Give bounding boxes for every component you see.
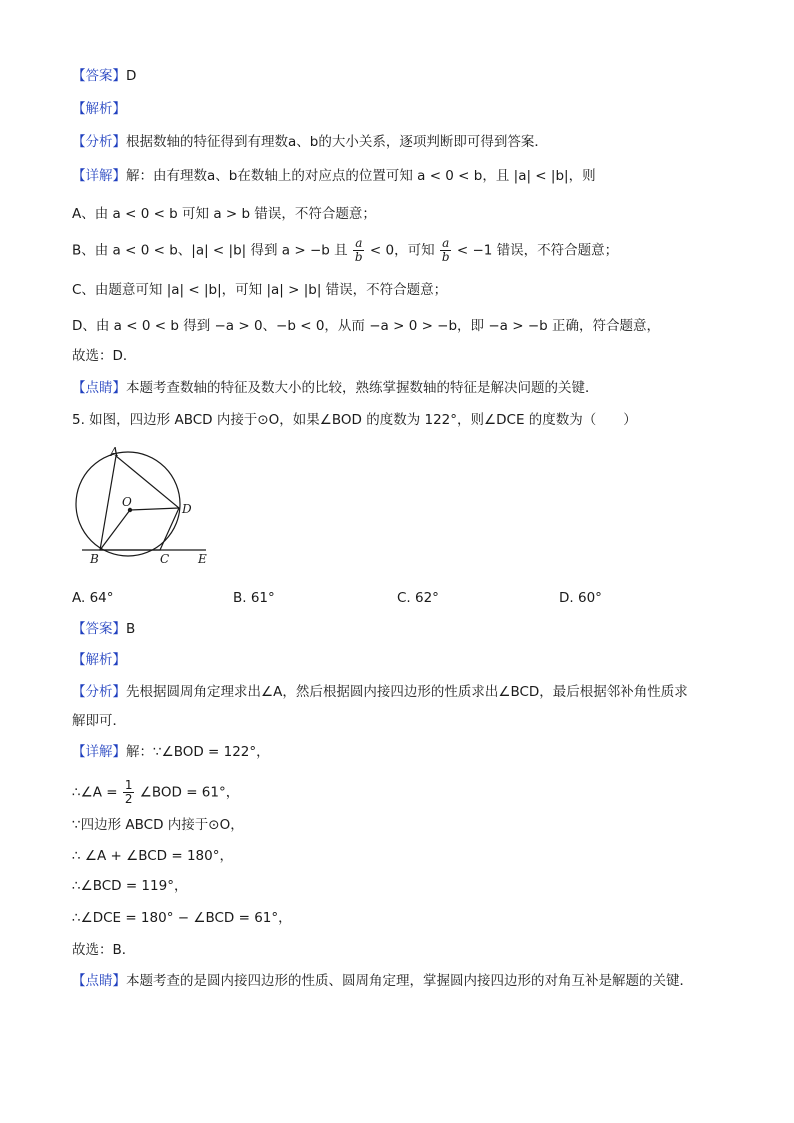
label-o: O xyxy=(122,495,132,509)
q5-step-6: ∴∠DCE = 180° − ∠BCD = 61°， xyxy=(72,910,292,926)
q4-option-c: C、由题意可知 |a| < |b|，可知 |a| > |b| 错误，不符合题意； xyxy=(72,282,448,298)
dianjing-text: 本题考查的是圆内接四边形的性质、圆周角定理，掌握圆内接四边形的对角互补是解题的关键． xyxy=(126,973,693,989)
option-b-mid: < 0，可知 xyxy=(369,242,435,259)
q4-fenxi-line xyxy=(72,132,548,152)
answer-tag: 【答案】 xyxy=(72,621,126,637)
answer-value: D xyxy=(126,68,137,84)
q5-step-4: ∴ ∠A + ∠BCD = 180°， xyxy=(72,848,233,864)
q4-dianjing-line xyxy=(72,378,599,398)
q5-fenxi-line1 xyxy=(72,682,688,702)
fenxi-tag: 【分析】 xyxy=(72,684,126,700)
q4-option-d: D、由 a < 0 < b 得到 −a > 0、−b < 0，从而 −a > 0 > −b，即 −a > −b 正确，符合题意， xyxy=(72,318,660,334)
fenxi-text: 根据数轴的特征得到有理数a、b的大小关系，逐项判断即可得到答案． xyxy=(126,134,548,150)
frac-den: b xyxy=(354,250,363,264)
q4-option-a: A、由 a < 0 < b 可知 a > b 错误，不符合题意； xyxy=(72,206,376,222)
answer-tag: 【答案】 xyxy=(72,68,126,84)
q5-step-2 xyxy=(72,779,239,806)
q5-fenxi-line2: 解即可． xyxy=(72,713,126,729)
frac-den: 2 xyxy=(124,792,133,806)
label-d: D xyxy=(182,502,192,516)
circle-quadrilateral-figure xyxy=(72,442,212,572)
q5-analysis-title: 【解析】 xyxy=(72,652,126,668)
xiangjie-tag: 【详解】 xyxy=(72,168,126,184)
q5-stem: 5. 如图，四边形 ABCD 内接于⊙O，如果∠BOD 的度数为 122°，则∠DCE 的度数为（ ） xyxy=(72,412,637,428)
q4-analysis-title: 【解析】 xyxy=(72,101,126,117)
q5-xiangjie-line xyxy=(72,742,270,762)
option-a: A. 64° xyxy=(72,590,114,606)
option-b-post: < −1 错误，不符合题意； xyxy=(456,242,619,259)
label-e: E xyxy=(198,552,207,566)
q4-option-b xyxy=(72,237,618,264)
q4-xiangjie-line xyxy=(72,166,596,186)
fraction-a-over-b xyxy=(353,237,365,264)
option-b: B. 61° xyxy=(233,590,275,606)
label-b: B xyxy=(90,552,99,566)
label-c: C xyxy=(160,552,170,566)
step-1: 解：∵∠BOD = 122°， xyxy=(126,744,270,760)
option-d: D. 60° xyxy=(559,590,602,606)
fenxi-tag: 【分析】 xyxy=(72,134,126,150)
segment-ob xyxy=(100,510,130,550)
q5-step-3: ∵四边形 ABCD 内接于⊙O， xyxy=(72,817,244,833)
frac-den: b xyxy=(441,250,450,264)
q5-choose: 故选：B． xyxy=(72,942,136,958)
frac-num: 1 xyxy=(124,778,133,792)
q4-choose: 故选：D． xyxy=(72,348,137,364)
fraction-one-half xyxy=(123,779,135,806)
q5-dianjing-line xyxy=(72,971,693,991)
option-c: C. 62° xyxy=(397,590,439,606)
xiangjie-tag: 【详解】 xyxy=(72,744,126,760)
fraction-a-over-b-2 xyxy=(440,237,452,264)
xiangjie-text: 解：由有理数a、b在数轴上的对应点的位置可知 a < 0 < b，且 |a| < |b|，则 xyxy=(126,168,596,184)
frac-num: a xyxy=(442,236,450,250)
q5-step-5: ∴∠BCD = 119°， xyxy=(72,878,188,894)
option-b-pre: B、由 a < 0 < b、|a| < |b| 得到 a > −b 且 xyxy=(72,242,348,259)
dianjing-text: 本题考查数轴的特征及数大小的比较，熟练掌握数轴的特征是解决问题的关键． xyxy=(126,380,599,396)
dianjing-tag: 【点睛】 xyxy=(72,973,126,989)
q5-answer-line xyxy=(72,619,135,639)
q4-answer-line xyxy=(72,66,136,86)
answer-value: B xyxy=(126,621,136,637)
frac-num: a xyxy=(355,236,363,250)
label-a: A xyxy=(110,445,119,459)
step-2-post: ∠BOD = 61°， xyxy=(139,784,240,801)
segment-od xyxy=(130,508,179,510)
fenxi-text: 先根据圆周角定理求出∠A，然后根据圆内接四边形的性质求出∠BCD，最后根据邻补角性质求 xyxy=(126,684,688,700)
step-2-pre: ∴∠A = xyxy=(72,784,118,801)
dianjing-tag: 【点睛】 xyxy=(72,380,126,396)
